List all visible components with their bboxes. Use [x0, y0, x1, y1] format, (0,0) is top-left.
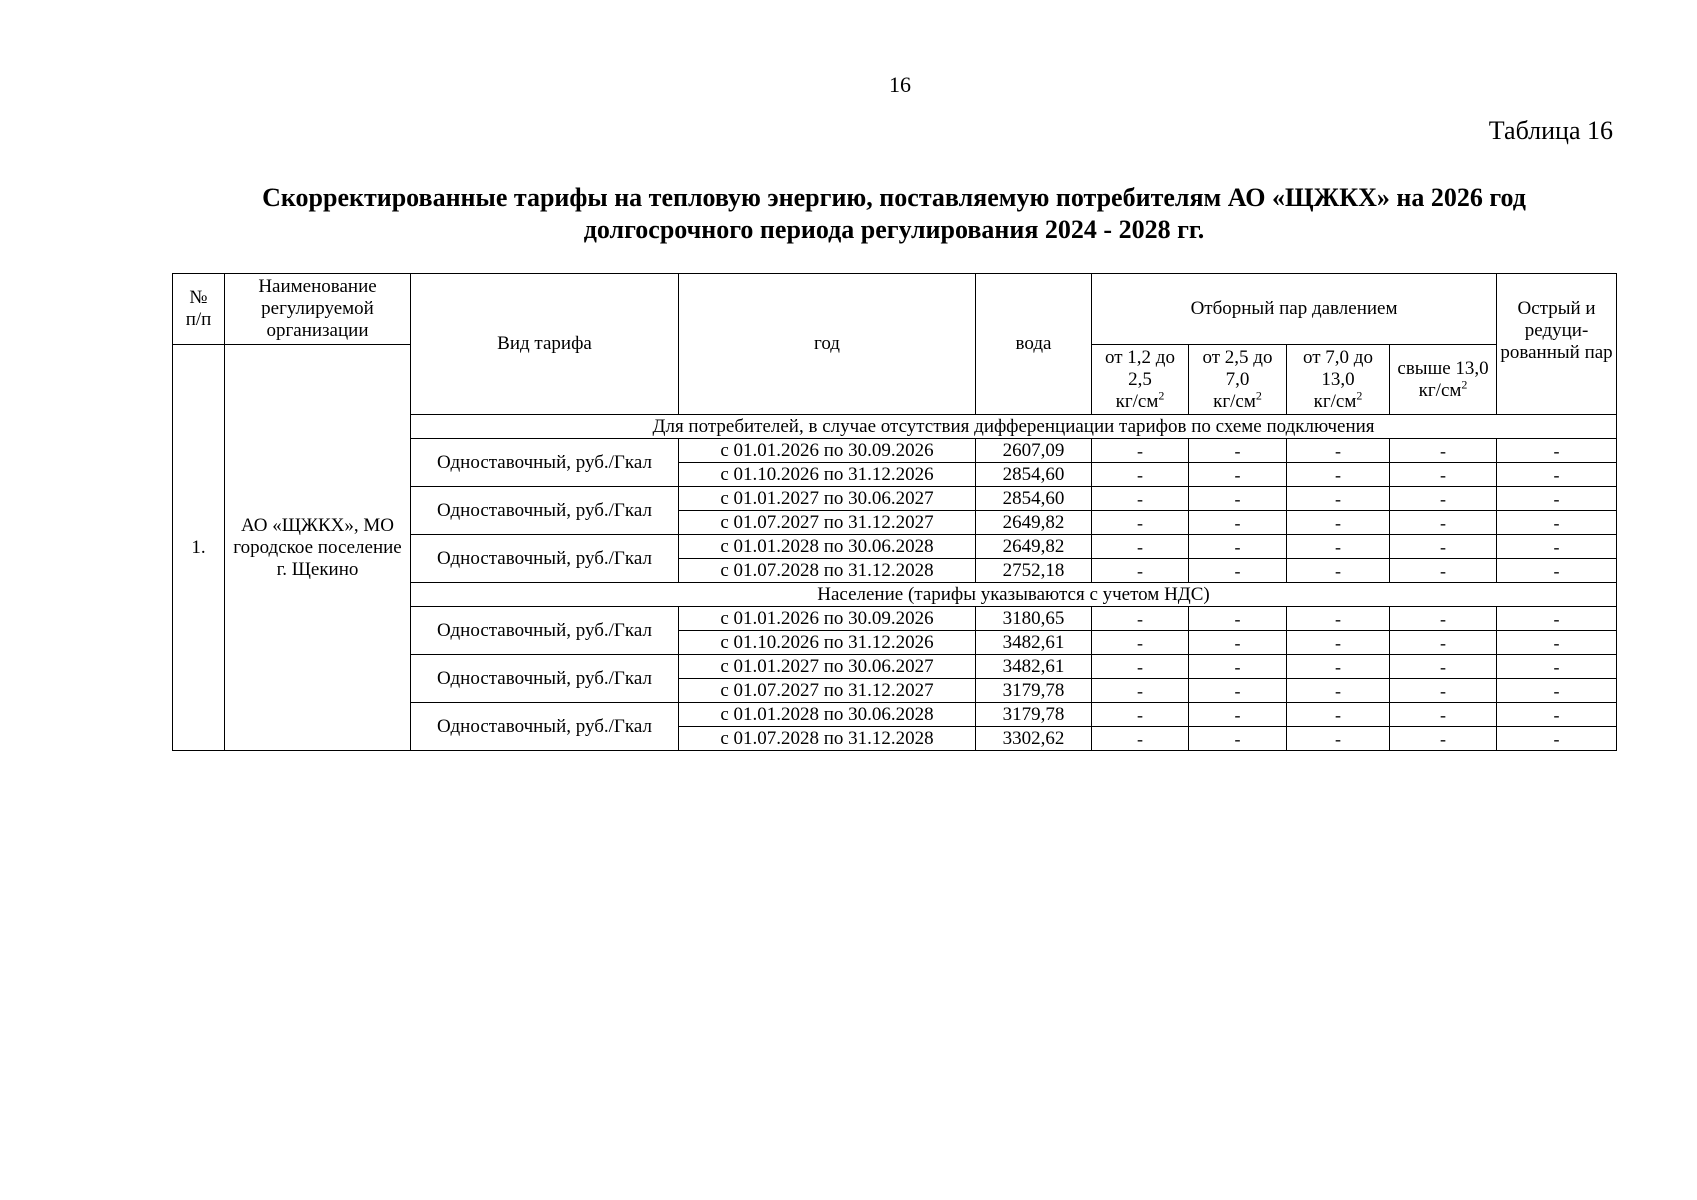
water-value-cell: 2854,60 — [976, 487, 1092, 511]
header-steam-4 — [1390, 345, 1497, 415]
empty-value-cell: - — [1189, 439, 1287, 463]
empty-value-cell: - — [1189, 463, 1287, 487]
empty-value-cell: - — [1092, 463, 1189, 487]
empty-value-cell: - — [1497, 703, 1617, 727]
empty-value-cell: - — [1287, 703, 1390, 727]
empty-value-cell: - — [1092, 727, 1189, 751]
period-cell: с 01.07.2028 по 31.12.2028 — [679, 727, 976, 751]
header-steam-2-unit: кг/см — [1213, 390, 1256, 412]
empty-value-cell: - — [1497, 607, 1617, 631]
tariff-type-cell: Одноставочный, руб./Гкал — [411, 655, 679, 703]
header-tariff-type: Вид тарифа — [411, 274, 679, 415]
period-cell: с 01.07.2028 по 31.12.2028 — [679, 559, 976, 583]
period-cell: с 01.01.2026 по 30.09.2026 — [679, 607, 976, 631]
empty-value-cell: - — [1497, 439, 1617, 463]
page-number: 16 — [889, 72, 911, 97]
empty-value-cell: - — [1287, 439, 1390, 463]
header-num-line1: № — [189, 287, 208, 308]
header-steam-1-unit: кг/см — [1115, 390, 1159, 412]
period-cell: с 01.07.2027 по 31.12.2027 — [679, 679, 976, 703]
table-label: Таблица 16 — [1488, 116, 1613, 145]
empty-value-cell: - — [1287, 631, 1390, 655]
empty-value-cell: - — [1092, 655, 1189, 679]
empty-value-cell: - — [1189, 535, 1287, 559]
empty-value-cell: - — [1287, 463, 1390, 487]
header-num — [173, 274, 225, 345]
title-line-2: долгосрочного периода регулирования 2024 - 2028 гг. — [583, 215, 1205, 244]
empty-value-cell: - — [1287, 679, 1390, 703]
water-value-cell: 3180,65 — [976, 607, 1092, 631]
header-steam-2-unit-sup: 2 — [1255, 388, 1262, 403]
header-num-line2: п/п — [185, 309, 212, 330]
empty-value-cell: - — [1189, 511, 1287, 535]
tariff-type-cell: Одноставочный, руб./Гкал — [411, 439, 679, 487]
water-value-cell: 3179,78 — [976, 679, 1092, 703]
water-value-cell: 2607,09 — [976, 439, 1092, 463]
empty-value-cell: - — [1390, 439, 1497, 463]
empty-value-cell: - — [1497, 463, 1617, 487]
empty-value-cell: - — [1189, 607, 1287, 631]
empty-value-cell: - — [1092, 439, 1189, 463]
header-steam-2 — [1189, 345, 1287, 415]
empty-value-cell: - — [1287, 535, 1390, 559]
empty-value-cell: - — [1189, 631, 1287, 655]
water-value-cell: 3482,61 — [976, 655, 1092, 679]
header-org: Наименование регулируемой организации — [225, 274, 411, 345]
header-steam-3-unit-sup: 2 — [1356, 388, 1363, 403]
empty-value-cell: - — [1092, 511, 1189, 535]
empty-value-cell: - — [1390, 727, 1497, 751]
empty-value-cell: - — [1189, 679, 1287, 703]
period-cell: с 01.10.2026 по 31.12.2026 — [679, 463, 976, 487]
empty-value-cell: - — [1287, 511, 1390, 535]
empty-value-cell: - — [1390, 631, 1497, 655]
tariff-type-cell: Одноставочный, руб./Гкал — [411, 487, 679, 535]
water-value-cell: 2854,60 — [976, 463, 1092, 487]
water-value-cell: 2752,18 — [976, 559, 1092, 583]
header-steam-3-unit: кг/см — [1313, 390, 1357, 412]
section-title: Население (тарифы указываются с учетом НДС) — [411, 583, 1617, 607]
row-number: 1. — [173, 345, 225, 751]
empty-value-cell: - — [1189, 559, 1287, 583]
empty-value-cell: - — [1390, 559, 1497, 583]
header-steam-group: Отборный пар давлением — [1092, 274, 1497, 345]
period-cell: с 01.01.2028 по 30.06.2028 — [679, 535, 976, 559]
empty-value-cell: - — [1390, 463, 1497, 487]
period-cell: с 01.01.2026 по 30.09.2026 — [679, 439, 976, 463]
tariff-type-cell: Одноставочный, руб./Гкал — [411, 607, 679, 655]
header-steam-2-range: от 2,5 до 7,0 — [1202, 346, 1273, 390]
header-steam-1 — [1092, 345, 1189, 415]
empty-value-cell: - — [1390, 487, 1497, 511]
empty-value-cell: - — [1390, 511, 1497, 535]
empty-value-cell: - — [1497, 511, 1617, 535]
header-steam-3-range: от 7,0 до 13,0 — [1303, 346, 1373, 390]
empty-value-cell: - — [1497, 655, 1617, 679]
water-value-cell: 2649,82 — [976, 511, 1092, 535]
header-steam-4-unit: кг/см — [1418, 379, 1462, 401]
empty-value-cell: - — [1390, 703, 1497, 727]
empty-value-cell: - — [1390, 655, 1497, 679]
empty-value-cell: - — [1497, 535, 1617, 559]
empty-value-cell: - — [1287, 655, 1390, 679]
empty-value-cell: - — [1189, 655, 1287, 679]
header-steam-4-unit-sup: 2 — [1461, 377, 1468, 392]
empty-value-cell: - — [1189, 487, 1287, 511]
header-sharp-steam: Острый и редуци-рованный пар — [1497, 274, 1617, 415]
empty-value-cell: - — [1390, 679, 1497, 703]
water-value-cell: 3482,61 — [976, 631, 1092, 655]
empty-value-cell: - — [1092, 559, 1189, 583]
period-cell: с 01.01.2028 по 30.06.2028 — [679, 703, 976, 727]
title-line-1: Скорректированные тарифы на тепловую энергию, поставляемую потребителям АО «ЩЖКХ» на 2026 год — [262, 183, 1526, 212]
empty-value-cell: - — [1287, 607, 1390, 631]
period-cell: с 01.01.2027 по 30.06.2027 — [679, 487, 976, 511]
empty-value-cell: - — [1497, 679, 1617, 703]
header-steam-3 — [1287, 345, 1390, 415]
water-value-cell: 3302,62 — [976, 727, 1092, 751]
org-name: АО «ЩЖКХ», МО городское поселение г. Щекино — [225, 345, 411, 751]
tariff-type-cell: Одноставочный, руб./Гкал — [411, 535, 679, 583]
water-value-cell: 3179,78 — [976, 703, 1092, 727]
header-water: вода — [976, 274, 1092, 415]
period-cell: с 01.07.2027 по 31.12.2027 — [679, 511, 976, 535]
empty-value-cell: - — [1092, 679, 1189, 703]
empty-value-cell: - — [1497, 487, 1617, 511]
empty-value-cell: - — [1497, 631, 1617, 655]
empty-value-cell: - — [1092, 607, 1189, 631]
header-steam-1-unit-sup: 2 — [1158, 388, 1165, 403]
empty-value-cell: - — [1287, 727, 1390, 751]
empty-value-cell: - — [1092, 535, 1189, 559]
document-title — [160, 182, 1628, 246]
tariff-type-cell: Одноставочный, руб./Гкал — [411, 703, 679, 751]
empty-value-cell: - — [1092, 703, 1189, 727]
tariff-table — [172, 273, 1617, 751]
empty-value-cell: - — [1092, 487, 1189, 511]
empty-value-cell: - — [1287, 487, 1390, 511]
period-cell: с 01.01.2027 по 30.06.2027 — [679, 655, 976, 679]
empty-value-cell: - — [1497, 559, 1617, 583]
empty-value-cell: - — [1390, 607, 1497, 631]
water-value-cell: 2649,82 — [976, 535, 1092, 559]
empty-value-cell: - — [1287, 559, 1390, 583]
period-cell: с 01.10.2026 по 31.12.2026 — [679, 631, 976, 655]
empty-value-cell: - — [1390, 535, 1497, 559]
empty-value-cell: - — [1189, 727, 1287, 751]
empty-value-cell: - — [1189, 703, 1287, 727]
header-steam-1-range: от 1,2 до 2,5 — [1105, 346, 1175, 390]
header-steam-4-range: свыше 13,0 — [1397, 357, 1489, 379]
empty-value-cell: - — [1092, 631, 1189, 655]
section-title: Для потребителей, в случае отсутствия дифференциации тарифов по схеме подключения — [411, 415, 1617, 439]
empty-value-cell: - — [1497, 727, 1617, 751]
header-year: год — [679, 274, 976, 415]
